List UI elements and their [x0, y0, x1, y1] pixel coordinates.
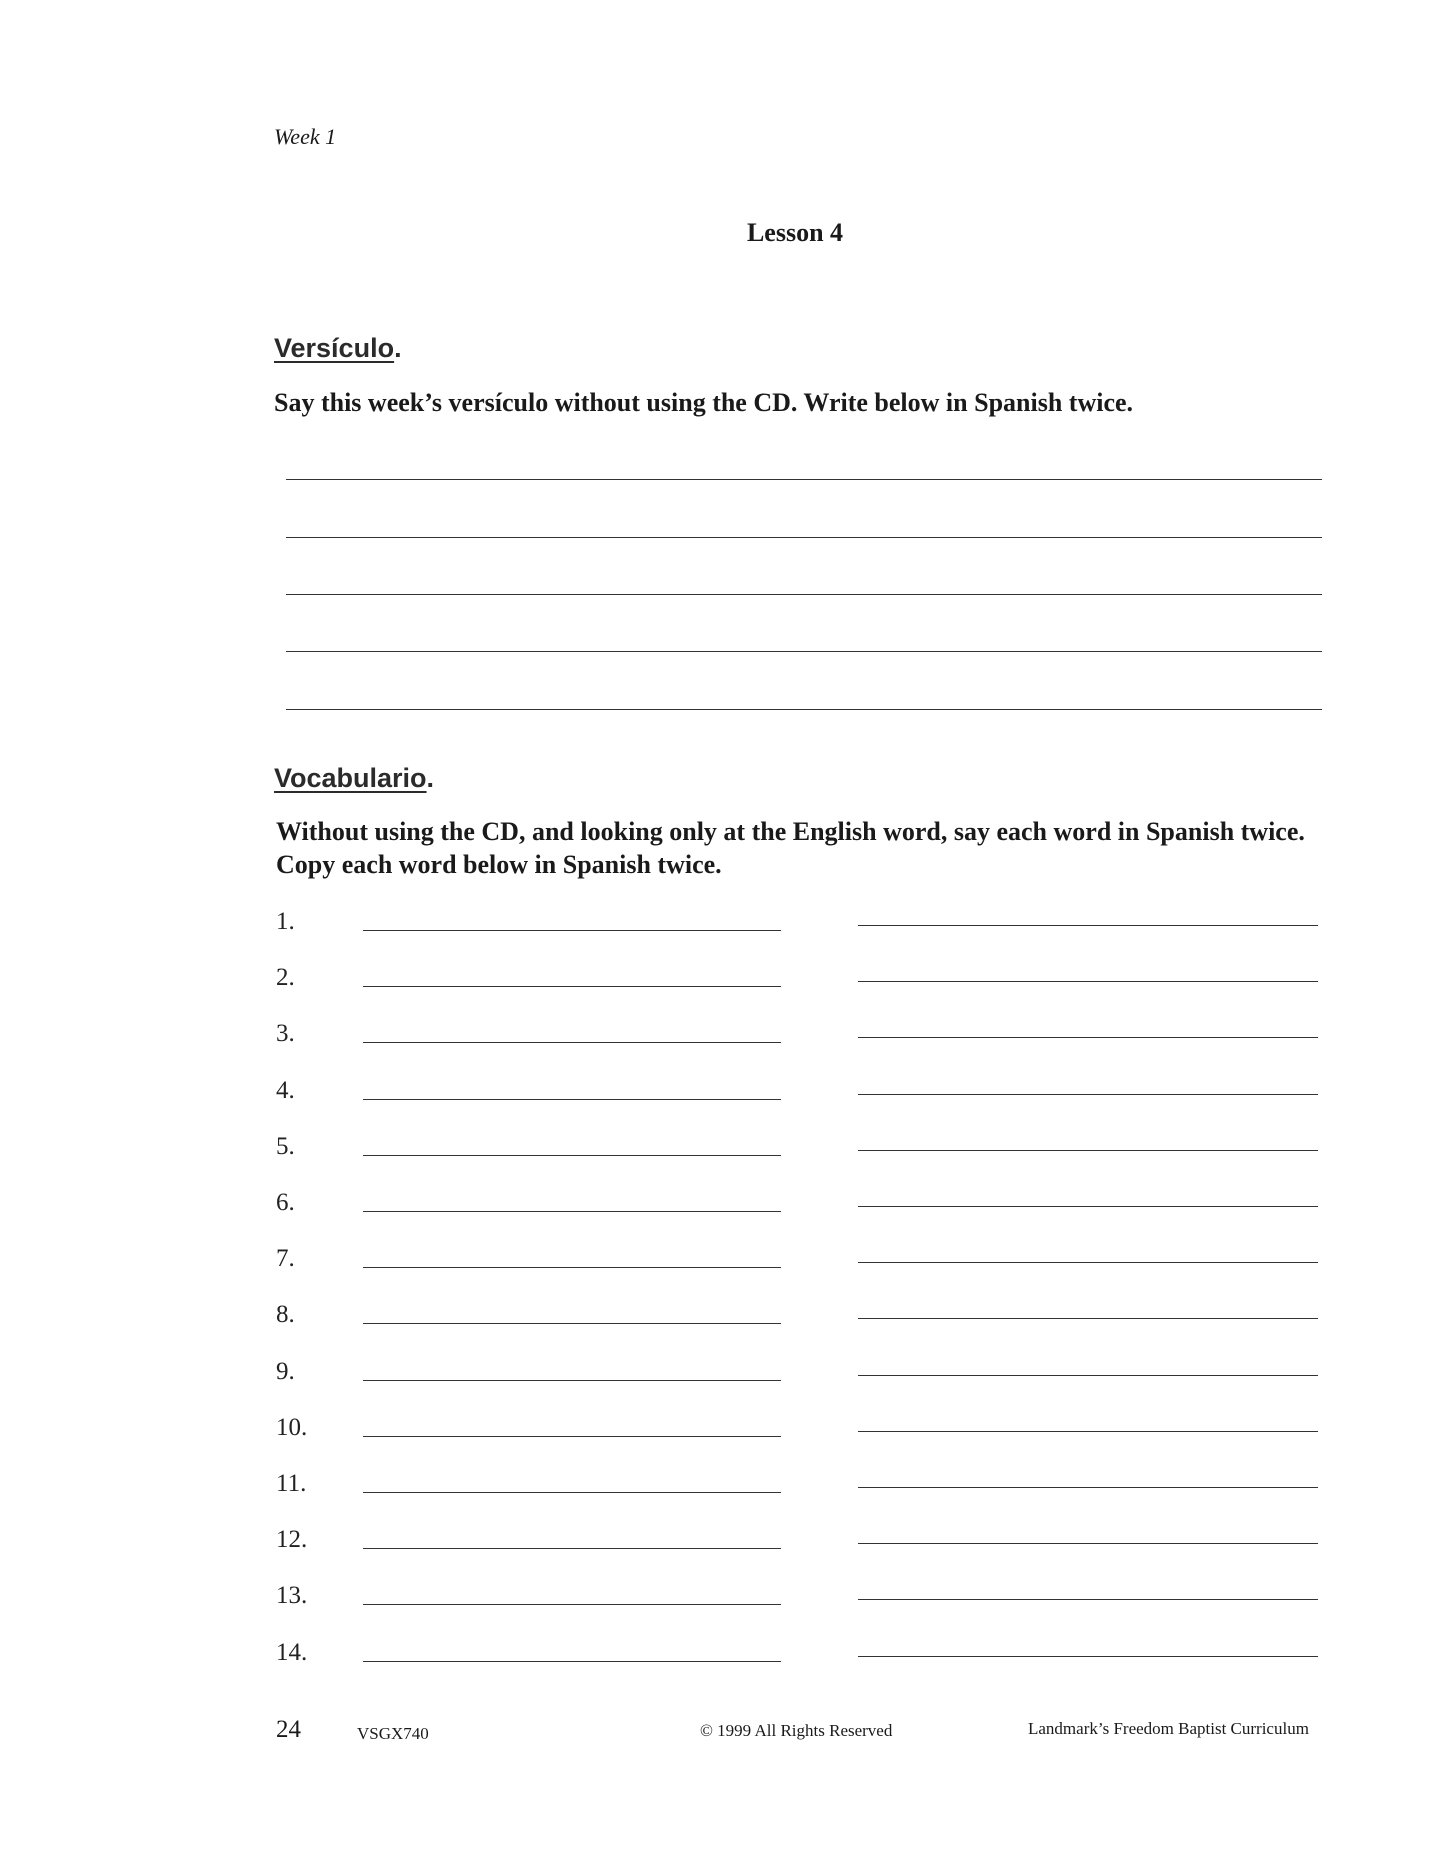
vocab-write-line-first[interactable] — [363, 986, 781, 987]
vocab-write-line-second[interactable] — [858, 1375, 1318, 1376]
week-label: Week 1 — [274, 124, 337, 149]
vocab-write-line-first[interactable] — [363, 1267, 781, 1268]
verse-write-line[interactable] — [286, 651, 1322, 652]
lesson-title: Lesson 4 — [746, 218, 844, 247]
vocab-write-line-second[interactable] — [858, 1431, 1318, 1432]
vocab-item-number: 12. — [276, 1526, 308, 1554]
vocab-heading-punct: . — [426, 763, 435, 793]
vocab-write-line-first[interactable] — [363, 1380, 781, 1381]
vocab-write-line-second[interactable] — [858, 1543, 1318, 1544]
vocab-instruction: Without using the CD, and looking only at the English word, say each word in Spanish twice. Copy each word below in Spanish twice. — [276, 817, 1305, 879]
vocab-write-line-second[interactable] — [858, 1599, 1318, 1600]
vocab-write-line-second[interactable] — [858, 1037, 1318, 1038]
vocab-write-line-first[interactable] — [363, 1155, 781, 1156]
vocab-item-number: 8. — [276, 1301, 295, 1329]
vocab-write-line-first[interactable] — [363, 1211, 781, 1212]
vocab-item-number: 7. — [276, 1245, 295, 1273]
verse-write-line[interactable] — [286, 479, 1322, 480]
vocab-write-line-second[interactable] — [858, 1262, 1318, 1263]
vocab-item-number: 2. — [276, 964, 295, 992]
vocab-item-number: 4. — [276, 1076, 295, 1104]
vocab-section-heading — [274, 763, 434, 794]
verse-write-line[interactable] — [286, 537, 1322, 538]
vocab-item-number: 5. — [276, 1132, 295, 1160]
vocab-write-line-second[interactable] — [858, 1656, 1318, 1657]
vocab-write-line-first[interactable] — [363, 1042, 781, 1043]
vocab-item-number: 1. — [276, 908, 295, 935]
vocab-write-line-first[interactable] — [363, 1492, 781, 1493]
vocab-write-line-second[interactable] — [858, 1094, 1318, 1095]
vocab-write-line-second[interactable] — [858, 1487, 1318, 1488]
vocab-write-line-second[interactable] — [858, 1318, 1318, 1319]
verse-heading-text: Versículo — [274, 333, 395, 363]
vocab-item-number: 14. — [276, 1638, 308, 1666]
vocab-write-line-first[interactable] — [363, 1099, 781, 1100]
publisher-name: Landmark’s Freedom Baptist Curriculum — [1028, 1719, 1309, 1738]
vocab-write-line-first[interactable] — [363, 930, 781, 931]
verse-write-line[interactable] — [286, 594, 1322, 595]
vocab-write-line-first[interactable] — [363, 1661, 781, 1662]
vocab-write-line-second[interactable] — [858, 1150, 1318, 1151]
vocab-write-line-first[interactable] — [363, 1323, 781, 1324]
vocab-write-line-second[interactable] — [858, 1206, 1318, 1207]
vocab-item-number: 6. — [276, 1189, 295, 1216]
verse-section-heading — [274, 333, 402, 364]
page-number: 24 — [276, 1716, 301, 1743]
verse-write-line[interactable] — [286, 709, 1322, 710]
vocab-write-line-first[interactable] — [363, 1548, 781, 1549]
vocab-item-number: 11. — [276, 1470, 307, 1497]
vocab-write-line-second[interactable] — [858, 981, 1318, 982]
vocab-write-line-second[interactable] — [858, 925, 1318, 926]
vocab-item-number: 13. — [276, 1582, 308, 1610]
vocab-write-line-first[interactable] — [363, 1436, 781, 1437]
vocab-write-line-first[interactable] — [363, 1604, 781, 1605]
vocab-item-number: 9. — [276, 1357, 295, 1385]
copyright-notice: © 1999 All Rights Reserved — [700, 1721, 893, 1740]
vocab-item-number: 10. — [276, 1413, 308, 1441]
verse-instruction: Say this week’s versículo without using the CD. Write below in Spanish twice. — [274, 388, 1134, 417]
product-code: VSGX740 — [357, 1724, 429, 1743]
vocab-item-number: 3. — [276, 1020, 295, 1048]
vocab-heading-text: Vocabulario — [274, 763, 427, 793]
verse-heading-punct: . — [394, 333, 402, 363]
